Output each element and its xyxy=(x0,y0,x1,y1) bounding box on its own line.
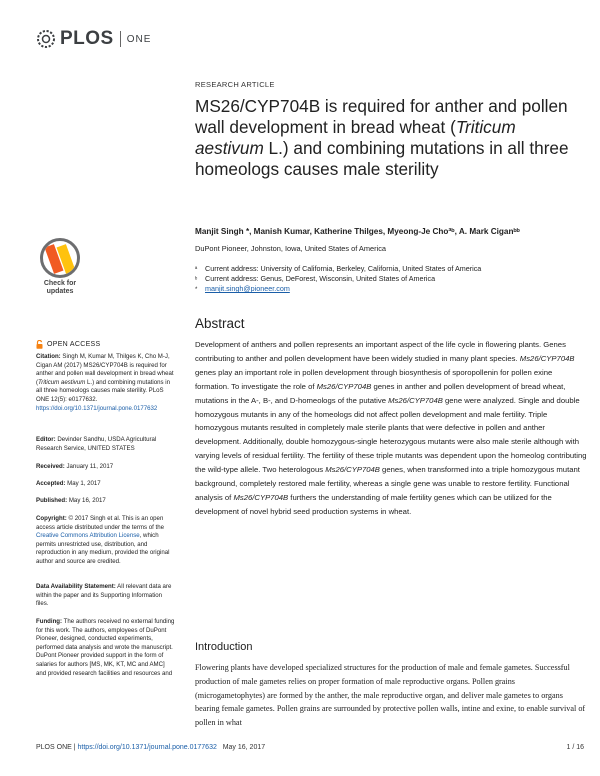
published-label: Published: xyxy=(36,497,68,504)
corresponding-email xyxy=(195,284,290,293)
check-for-updates-badge[interactable] xyxy=(38,238,82,298)
address-a-text: Current address: University of California, Berkeley, California, United States of America xyxy=(205,264,482,273)
received-label: Received: xyxy=(36,463,65,470)
abstract-text: Development of anthers and pollen represents an important aspect of the life cycle in flowering plants. Genes contributing to anther and pollen development have been widely studied in many plant species. Ms26/CYP704B genes play an important role in pollen development through biosynthesis of sporopollenin for pollen exine formation. To investigate the role of Ms26/CYP704B genes in anther and pollen development of bread wheat, mutations in the A-, B-, and D-homeologs of the putative Ms26/CYP704B gene were analyzed. Single and double homozygous mutants in any of the homeologs did not affect pollen development and male fertility. Triple homozygous mutants resulted in completely male sterile plants that were defective in pollen and anther development. Additionally, double homozygous-single heterozygous mutants were also male sterile although with varying levels of residual fertility. The fertility of these triple mutants was dependent upon the homeolog contributing the wild-type allele. Two heterologous Ms26/CYP704B genes, when transformed into a triple homozygous mutant background, completely restored male fertility, whereas a single gene was unable to restore fertility. Functional analysis of Ms26/CYP704B furthers the understanding of male fertility genes which can be utilized for the development of novel hybrid seed production systems in wheat. xyxy=(195,340,587,516)
footer-doi-link[interactable]: https://doi.org/10.1371/journal.pone.0177632 xyxy=(77,744,217,751)
author-list: Manjit Singh *, Manish Kumar, Katherine Thilges, Myeong-Je Choªᵇ, A. Mark Ciganᵇᵇ xyxy=(195,227,520,236)
funding-text: The authors received no external funding for this work. The authors, employees of DuPont Pioneer, designed, conducted experiments, performed data analysis and wrote the manuscript. DuPont Pioneer provided support in the form of salaries for authors [MS, MK, KT, MC and AMC] and provided research facilities and resources and xyxy=(36,618,175,677)
plos-one-logo[interactable] xyxy=(36,26,151,52)
editor-text: Devinder Sandhu, USDA Agricultural Research Service, UNITED STATES xyxy=(36,436,157,452)
citation-label: Citation: xyxy=(36,353,61,360)
footer-journal: PLOS ONE xyxy=(36,744,72,751)
published-date xyxy=(36,497,176,506)
address-b-text: Current address: Genus, DeForest, Wisconsin, United States of America xyxy=(205,274,436,283)
data-availability-label: Data Availability Statement: xyxy=(36,583,116,590)
crossmark-icon xyxy=(40,238,80,278)
abstract-heading: Abstract xyxy=(195,316,245,331)
logo-separator xyxy=(120,31,121,47)
footer-separator: | xyxy=(71,744,78,751)
page-number: 1 / 16 xyxy=(566,744,584,751)
cc-license-link[interactable]: Creative Commons Attribution License xyxy=(36,532,140,540)
funding-block xyxy=(36,618,176,678)
affiliation: DuPont Pioneer, Johnston, Iowa, United States of America xyxy=(195,244,387,253)
title-species: Triticum aestivum xyxy=(195,117,516,158)
received-date xyxy=(36,463,176,472)
copyright-block xyxy=(36,515,176,567)
check-for-updates-label: Check for updates xyxy=(43,280,77,295)
citation-text: Singh M, Kumar M, Thilges K, Cho M-J, Cigan AM (2017) MS26/CYP704B is required for anther and pollen wall development in bread wheat ( xyxy=(36,353,174,386)
editor-label: Editor: xyxy=(36,436,56,443)
page-footer xyxy=(36,744,584,751)
footer-date: May 16, 2017 xyxy=(222,744,266,751)
email-marker: * xyxy=(195,287,198,293)
address-a-marker: ª xyxy=(195,267,198,273)
citation-block xyxy=(36,353,176,413)
editor-block xyxy=(36,436,176,453)
introduction-heading: Introduction xyxy=(195,641,253,653)
copyright-text-2: , which permits unrestricted use, distribution, and reproduction in any medium, provided the original author and source are credited. xyxy=(36,532,170,565)
plos-logo-icon xyxy=(36,29,56,49)
citation-text-2: L.) and combining mutations in all three homeologs causes male sterility. PLoS ONE 12(5): e0177632. xyxy=(36,378,171,403)
email-link[interactable]: manjit.singh@pioneer.com xyxy=(205,284,290,293)
article-type: RESEARCH ARTICLE xyxy=(195,80,275,89)
title-part2: L.) and combining mutations in all three homeologs causes male sterility xyxy=(195,138,569,179)
accepted-date xyxy=(36,480,176,489)
journal-name: ONE xyxy=(126,33,152,45)
copyright-label: Copyright: xyxy=(36,515,67,522)
logo-text: PLOS xyxy=(60,28,114,49)
address-b xyxy=(195,274,435,283)
article-title xyxy=(195,96,585,180)
address-a xyxy=(195,264,481,273)
accepted-label: Accepted: xyxy=(36,480,66,487)
received-value: January 11, 2017 xyxy=(64,463,114,470)
published-value: May 16, 2017 xyxy=(67,497,106,504)
open-lock-icon xyxy=(36,340,43,349)
citation-doi-link[interactable]: https://doi.org/10.1371/journal.pone.0177632 xyxy=(36,404,158,412)
open-access-label xyxy=(36,340,100,349)
data-availability-text: All relevant data are within the paper and its Supporting Information files. xyxy=(36,583,172,608)
data-availability-block xyxy=(36,583,176,609)
copyright-text: © 2017 Singh et al. This is an open access article distributed under the terms of the xyxy=(36,515,165,531)
title-part1: MS26/CYP704B is required for anther and pollen wall development in bread wheat ( xyxy=(195,96,568,137)
citation-species: Triticum aestivum xyxy=(38,378,86,386)
address-b-marker: ᵇ xyxy=(195,277,198,283)
funding-label: Funding: xyxy=(36,618,63,625)
accepted-value: May 1, 2017 xyxy=(65,480,101,487)
open-access-text: OPEN ACCESS xyxy=(47,341,101,348)
introduction-text: Flowering plants have developed specialized structures for the production of male and female gametes. Successful production of male gametes relies on proper formation of male reproductive organs. Pollen grains (microgametophytes) are formed by the anther, the male reproductive organ, and deliver male gametes to organs bearing female gametes. Pollen grains are surrounded by protective pollen walls, intine and exine, to enable survival of pollen in what xyxy=(195,663,586,728)
